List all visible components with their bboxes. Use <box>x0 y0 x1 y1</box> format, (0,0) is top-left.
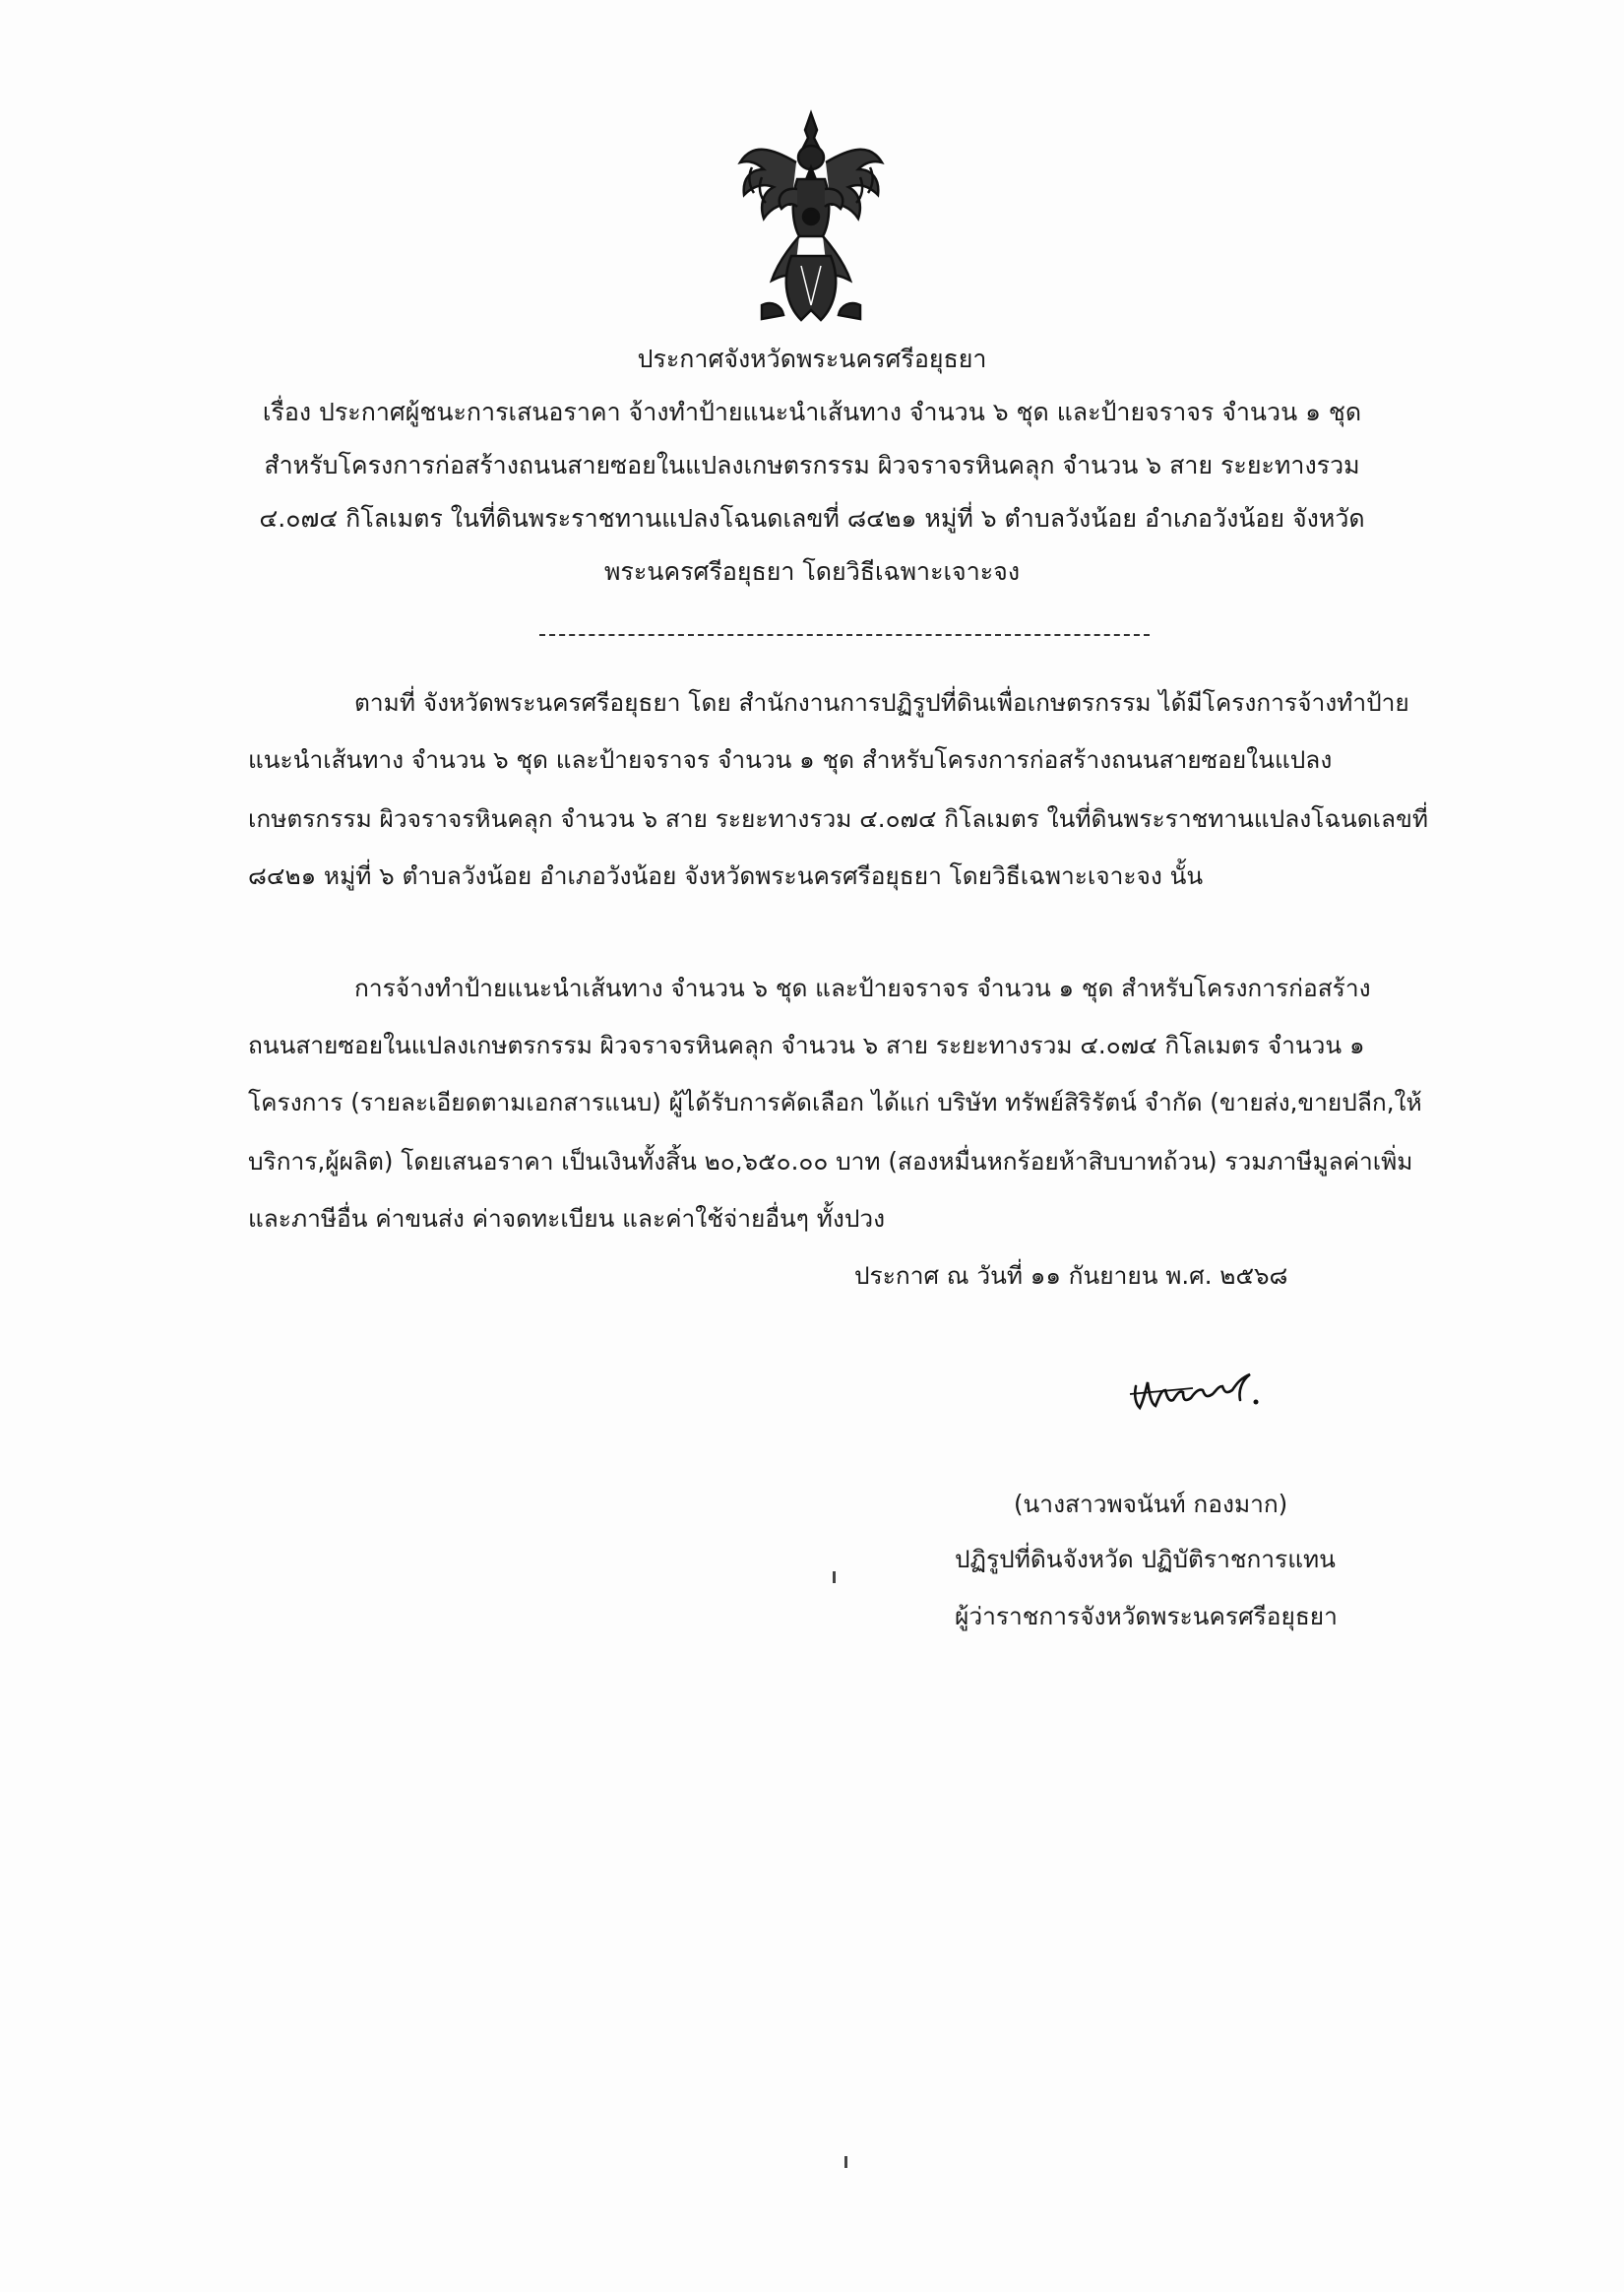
signatory-name: (นางสาวพจนันท์ กองมาก) <box>1014 1490 1288 1518</box>
handwritten-signature <box>1122 1357 1309 1426</box>
garuda-emblem-icon <box>732 108 890 330</box>
heading-title: ประกาศจังหวัดพระนครศรีอยุธยา <box>637 345 987 373</box>
signatory-position-1: ปฏิรูปที่ดินจังหวัด ปฏิบัติราชการแทน <box>955 1545 1336 1573</box>
announcement-date: ประกาศ ณ วันที่ ๑๑ กันยายน พ.ศ. ๒๕๖๘ <box>854 1261 1288 1290</box>
paragraph-2-line: การจ้างทำป้ายแนะนำเส้นทาง จำนวน ๖ ชุด และป้ายจราจร จำนวน ๑ ชุด สำหรับโครงการก่อสร้าง <box>354 974 1371 1002</box>
heading-subject-line-3: ๔.๐๗๔ กิโลเมตร ในที่ดินพระราชทานแปลงโฉนดเลขที่ ๘๔๒๑ หมู่ที่ ๖ ตำบลวังน้อย อำเภอวังน้อย จังหวัด <box>259 504 1365 533</box>
paragraph-2-line: บริการ,ผู้ผลิต) โดยเสนอราคา เป็นเงินทั้งสิ้น ๒๐,๖๕๐.๐๐ บาท (สองหมื่นหกร้อยห้าสิบบาทถ้วน) รวมภาษีมูลค่าเพิ่ม <box>248 1147 1413 1176</box>
dashed-divider <box>539 634 1150 636</box>
paragraph-2-line: ถนนสายซอยในแปลงเกษตรกรรม ผิวจราจรหินคลุก จำนวน ๖ สาย ระยะทางรวม ๔.๐๗๔ กิโลเมตร จำนวน ๑ <box>248 1031 1365 1059</box>
paragraph-1-line: แนะนำเส้นทาง จำนวน ๖ ชุด และป้ายจราจร จำนวน ๑ ชุด สำหรับโครงการก่อสร้างถนนสายซอยในแปลง <box>248 745 1333 774</box>
heading-subject-line-1: เรื่อง ประกาศผู้ชนะการเสนอราคา จ้างทำป้ายแนะนำเส้นทาง จำนวน ๖ ชุด และป้ายจราจร จำนวน ๑ ชุด <box>262 398 1362 426</box>
signatory-position-2: ผู้ว่าราชการจังหวัดพระนครศรีอยุธยา <box>955 1602 1338 1630</box>
paragraph-1-line: ตามที่ จังหวัดพระนครศรีอยุธยา โดย สำนักงานการปฏิรูปที่ดินเพื่อเกษตรกรรม ได้มีโครงการจ้างทำป้าย <box>354 688 1409 717</box>
heading-subject-line-2: สำหรับโครงการก่อสร้างถนนสายซอยในแปลงเกษตรกรรม ผิวจราจรหินคลุก จำนวน ๖ สาย ระยะทางรวม <box>264 451 1360 479</box>
heading-subject-line-4: พระนครศรีอยุธยา โดยวิธีเฉพาะเจาะจง <box>603 557 1021 586</box>
scan-speck <box>844 2156 847 2168</box>
scan-speck <box>833 1571 836 1583</box>
paragraph-1-line: เกษตรกรรม ผิวจราจรหินคลุก จำนวน ๖ สาย ระยะทางรวม ๔.๐๗๔ กิโลเมตร ในที่ดินพระราชทานแปลงโฉนดเลขที่ <box>248 804 1428 833</box>
paragraph-2-line: โครงการ (รายละเอียดตามเอกสารแนบ) ผู้ได้รับการคัดเลือก ได้แก่ บริษัท ทรัพย์สิริรัตน์ จำกัด (ขายส่ง,ขายปลีก,ให้ <box>248 1088 1422 1116</box>
paragraph-2-line: และภาษีอื่น ค่าขนส่ง ค่าจดทะเบียน และค่าใช้จ่ายอื่นๆ ทั้งปวง <box>248 1204 886 1233</box>
paragraph-1-line: ๘๔๒๑ หมู่ที่ ๖ ตำบลวังน้อย อำเภอวังน้อย จังหวัดพระนครศรีอยุธยา โดยวิธีเฉพาะเจาะจง นั้น <box>248 861 1204 890</box>
